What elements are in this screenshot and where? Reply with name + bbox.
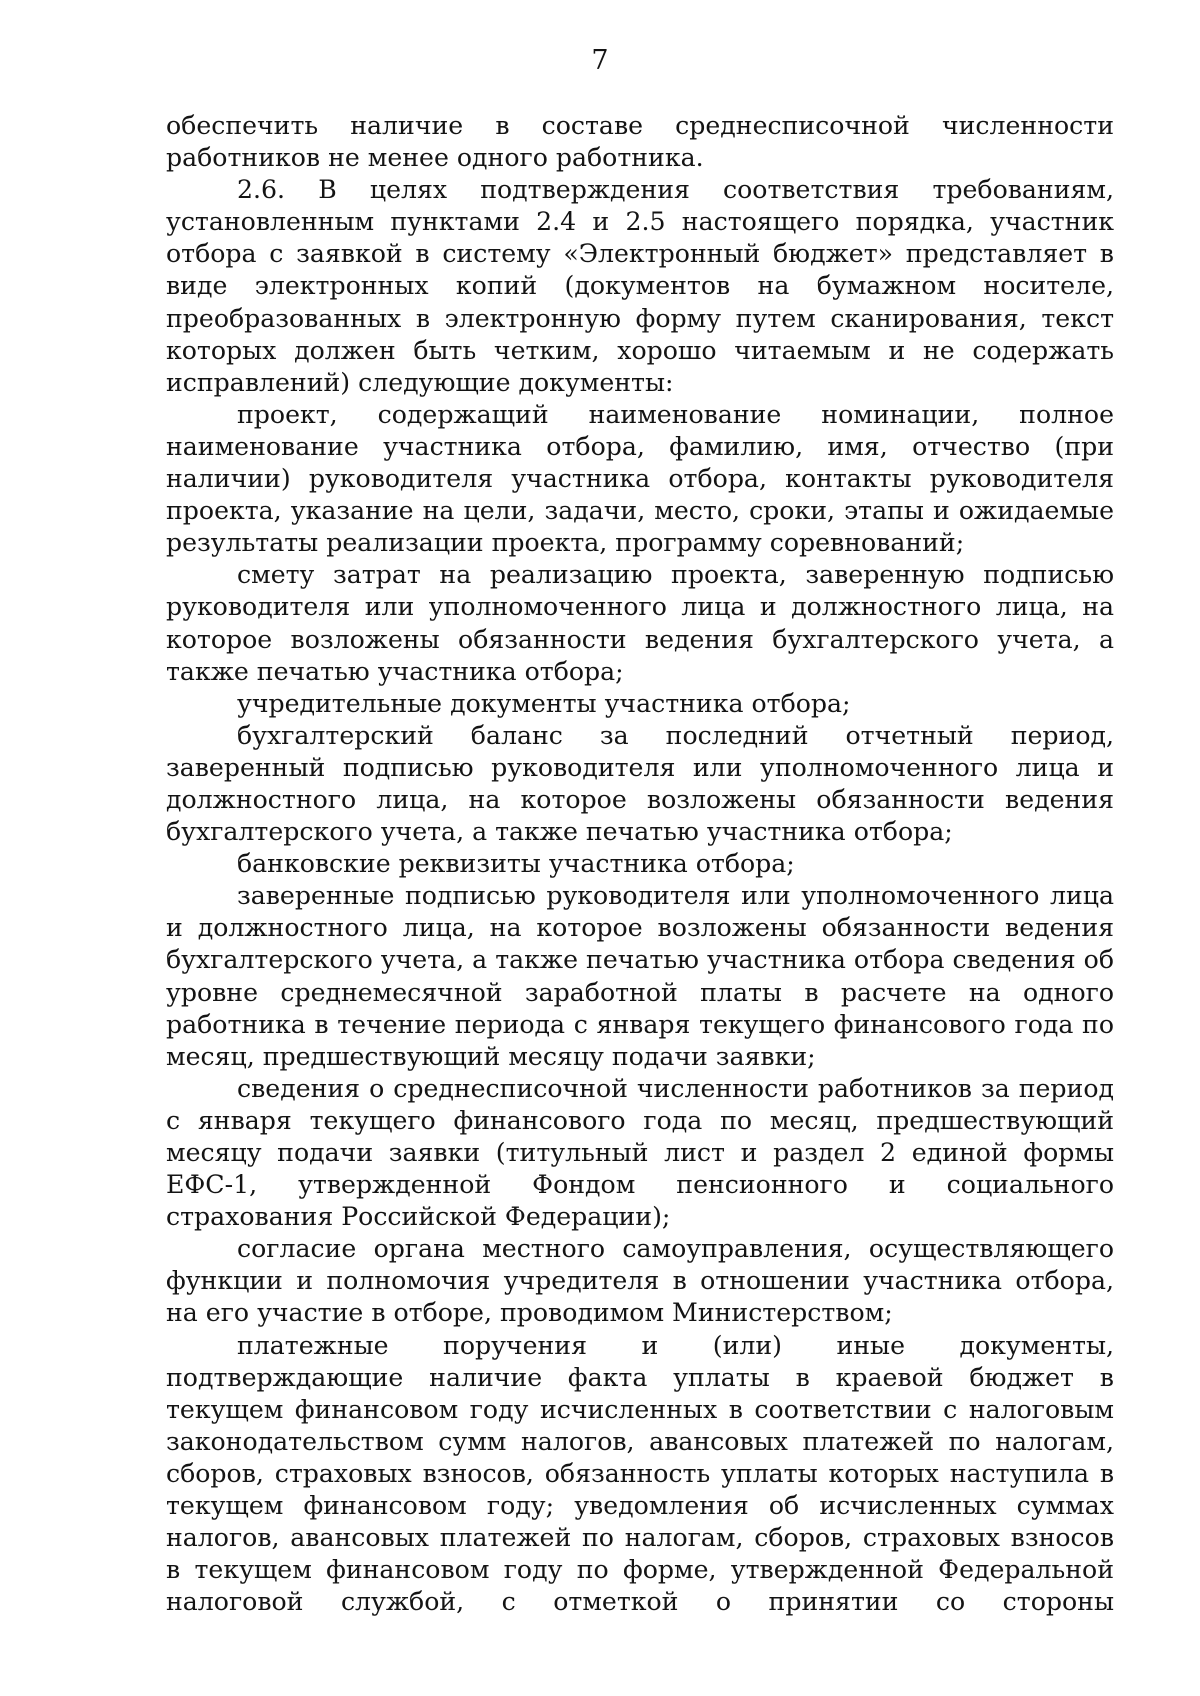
paragraph: 2.6. В целях подтверждения соответствия требованиям, установленным пунктами 2.4 и 2.5 настоящего порядка, участник отбора с заявкой в систему «Электронный бюджет» представляет в виде электронных копий (документов на бумажном носителе, преобразованных в электронную форму путем сканирования, текст которых должен быть четким, хорошо читаемым и не содержать исправлений) следующие документы:: [166, 175, 1114, 397]
paragraph: заверенные подписью руководителя или уполномоченного лица и должностного лица, на которое возложены обязанности ведения бухгалтерского учета, а также печатью участника отбора сведения об уровне среднемесячной заработной платы в расчете на одного работника в течение периода с января текущего финансового года по месяц, предшествующий месяцу подачи заявки;: [166, 881, 1114, 1071]
paragraph: согласие органа местного самоуправления, осуществляющего функции и полномочия учредителя в отношении участника отбора, на его участие в отборе, проводимом Министерством;: [166, 1234, 1114, 1328]
page-number: 7: [591, 45, 609, 76]
paragraph: проект, содержащий наименование номинации, полное наименование участника отбора, фамилию, имя, отчество (при наличии) руководителя участника отбора, контакты руководителя проекта, указание на цели, задачи, место, сроки, этапы и ожидаемые результаты реализации проекта, программу соревнований;: [166, 399, 1114, 558]
document-body: [166, 110, 1114, 1618]
paragraph: бухгалтерский баланс за последний отчетный период, заверенный подписью руководителя или уполномоченного лица и должностного лица, на которое возложены обязанности ведения бухгалтерского учета, а также печатью участника отбора;: [166, 720, 1114, 847]
paragraph: обеспечить наличие в составе среднесписочной численности работников не менее одного работника.: [166, 111, 1114, 173]
paragraph: учредительные документы участника отбора;: [237, 688, 851, 718]
paragraph: платежные поручения и (или) иные документы, подтверждающие наличие факта уплаты в краевой бюджет в текущем финансовом году исчисленных в соответствии с налоговым законодательством сумм налогов, авансовых платежей по налогам, сборов, страховых взносов, обязанность уплаты которых наступила в текущем финансовом году; уведомления об исчисленных суммах налогов, авансовых платежей по налогам, сборов, страховых взносов в текущем финансовом году по форме, утвержденной Федеральной налоговой службой, с отметкой о принятии со стороны: [166, 1330, 1114, 1617]
paragraph: смету затрат на реализацию проекта, заверенную подписью руководителя или уполномоченного лица и должностного лица, на которое возложены обязанности ведения бухгалтерского учета, а также печатью участника отбора;: [166, 560, 1114, 686]
paragraph: банковские реквизиты участника отбора;: [237, 849, 795, 879]
paragraph: сведения о среднесписочной численности работников за период с января текущего финансового года по месяц, предшествующий месяцу подачи заявки (титульный лист и раздел 2 единой формы ЕФС-1, утвержденной Фондом пенсионного и социального страхования Российской Федерации);: [166, 1073, 1114, 1232]
